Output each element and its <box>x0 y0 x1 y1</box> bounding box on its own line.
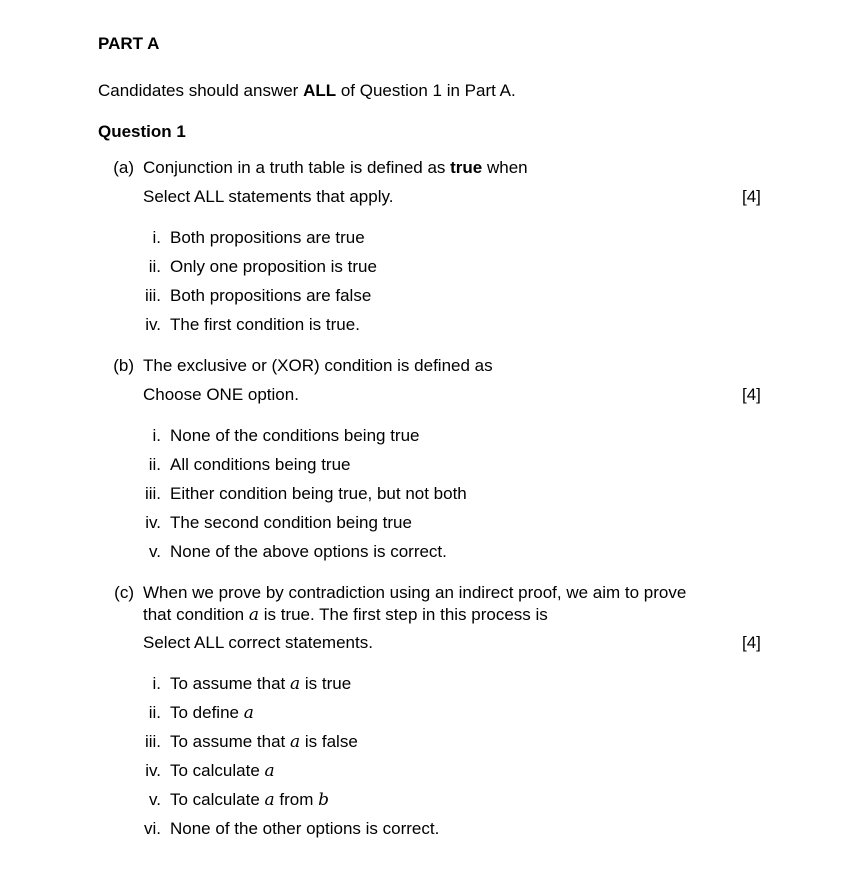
option-text: None of the above options is correct. <box>170 542 447 561</box>
option-text <box>170 731 358 753</box>
option-number: iv. <box>145 513 161 532</box>
option-number: iv. <box>145 761 161 780</box>
part-c-stem-line2 <box>143 604 548 626</box>
part-title: PART A <box>98 34 160 53</box>
option-text <box>170 818 439 840</box>
option-text-before: None of the other options is correct. <box>170 819 440 838</box>
option-number: iii. <box>144 286 161 305</box>
part-a-stem <box>143 157 528 179</box>
part-a-stem-before: Conjunction in a truth table is defined as <box>143 158 451 177</box>
part-b-stem: The exclusive or (XOR) condition is defined as <box>143 356 493 375</box>
instructions-before: Candidates should answer <box>98 81 304 100</box>
option-text: The second condition being true <box>170 513 412 532</box>
option-text-after: is true <box>300 674 352 693</box>
part-c-instruction: Select ALL correct statements. <box>143 633 373 652</box>
option-number: vi. <box>144 819 161 838</box>
option-text: Both propositions are false <box>170 286 372 305</box>
option-number: v. <box>149 790 161 809</box>
option-number: i. <box>152 426 161 445</box>
math-variable: a <box>248 605 259 625</box>
option-number: iii. <box>144 484 161 503</box>
option-text <box>170 789 329 811</box>
option-text-after: is false <box>300 732 358 751</box>
math-variable: a <box>264 790 275 810</box>
instructions-after: of Question 1 in Part A. <box>336 81 516 100</box>
math-variable: a <box>243 703 254 723</box>
part-a-marks: [4] <box>742 187 761 206</box>
option-text <box>170 673 351 695</box>
option-text-before: To assume that <box>170 674 291 693</box>
question-title: Question 1 <box>98 122 186 141</box>
instructions <box>98 80 516 102</box>
part-c-label: (c) <box>114 583 134 602</box>
option-number: iii. <box>144 732 161 751</box>
option-text: All conditions being true <box>170 455 351 474</box>
option-number: i. <box>152 674 161 693</box>
math-variable: a <box>290 732 301 752</box>
part-c-marks: [4] <box>742 633 761 652</box>
part-b-marks: [4] <box>742 385 761 404</box>
option-text: None of the conditions being true <box>170 426 420 445</box>
option-number: v. <box>149 542 161 561</box>
math-variable: a <box>290 674 301 694</box>
part-b-label: (b) <box>113 356 134 375</box>
option-number: i. <box>152 228 161 247</box>
part-a-label: (a) <box>113 158 134 177</box>
option-text-before: To calculate <box>170 761 265 780</box>
option-text: Only one proposition is true <box>170 257 377 276</box>
option-text-before: To define <box>170 703 244 722</box>
math-variable: a <box>264 761 275 781</box>
option-text: The first condition is true. <box>170 315 360 334</box>
option-number: ii. <box>148 703 161 722</box>
part-a-stem-after: when <box>482 158 528 177</box>
part-b-instruction: Choose ONE option. <box>143 385 299 404</box>
part-c-stem-line2-after: is true. The first step in this process is <box>259 605 548 624</box>
part-a-stem-bold: true <box>450 158 483 177</box>
option-text <box>170 760 275 782</box>
option-text-before: To assume that <box>170 732 291 751</box>
option-text: Either condition being true, but not both <box>170 484 467 503</box>
option-text-after: from <box>274 790 319 809</box>
option-text <box>170 702 254 724</box>
part-c-stem-line1: When we prove by contradiction using an indirect proof, we aim to prove <box>143 583 687 602</box>
option-text: Both propositions are true <box>170 228 365 247</box>
option-number: iv. <box>145 315 161 334</box>
option-number: ii. <box>148 455 161 474</box>
option-text-before: To calculate <box>170 790 265 809</box>
part-c-stem-line2-before: that condition <box>143 605 249 624</box>
option-number: ii. <box>148 257 161 276</box>
instructions-emphasis: ALL <box>303 81 337 100</box>
math-variable: b <box>318 790 329 810</box>
part-a-instruction: Select ALL statements that apply. <box>143 187 394 206</box>
